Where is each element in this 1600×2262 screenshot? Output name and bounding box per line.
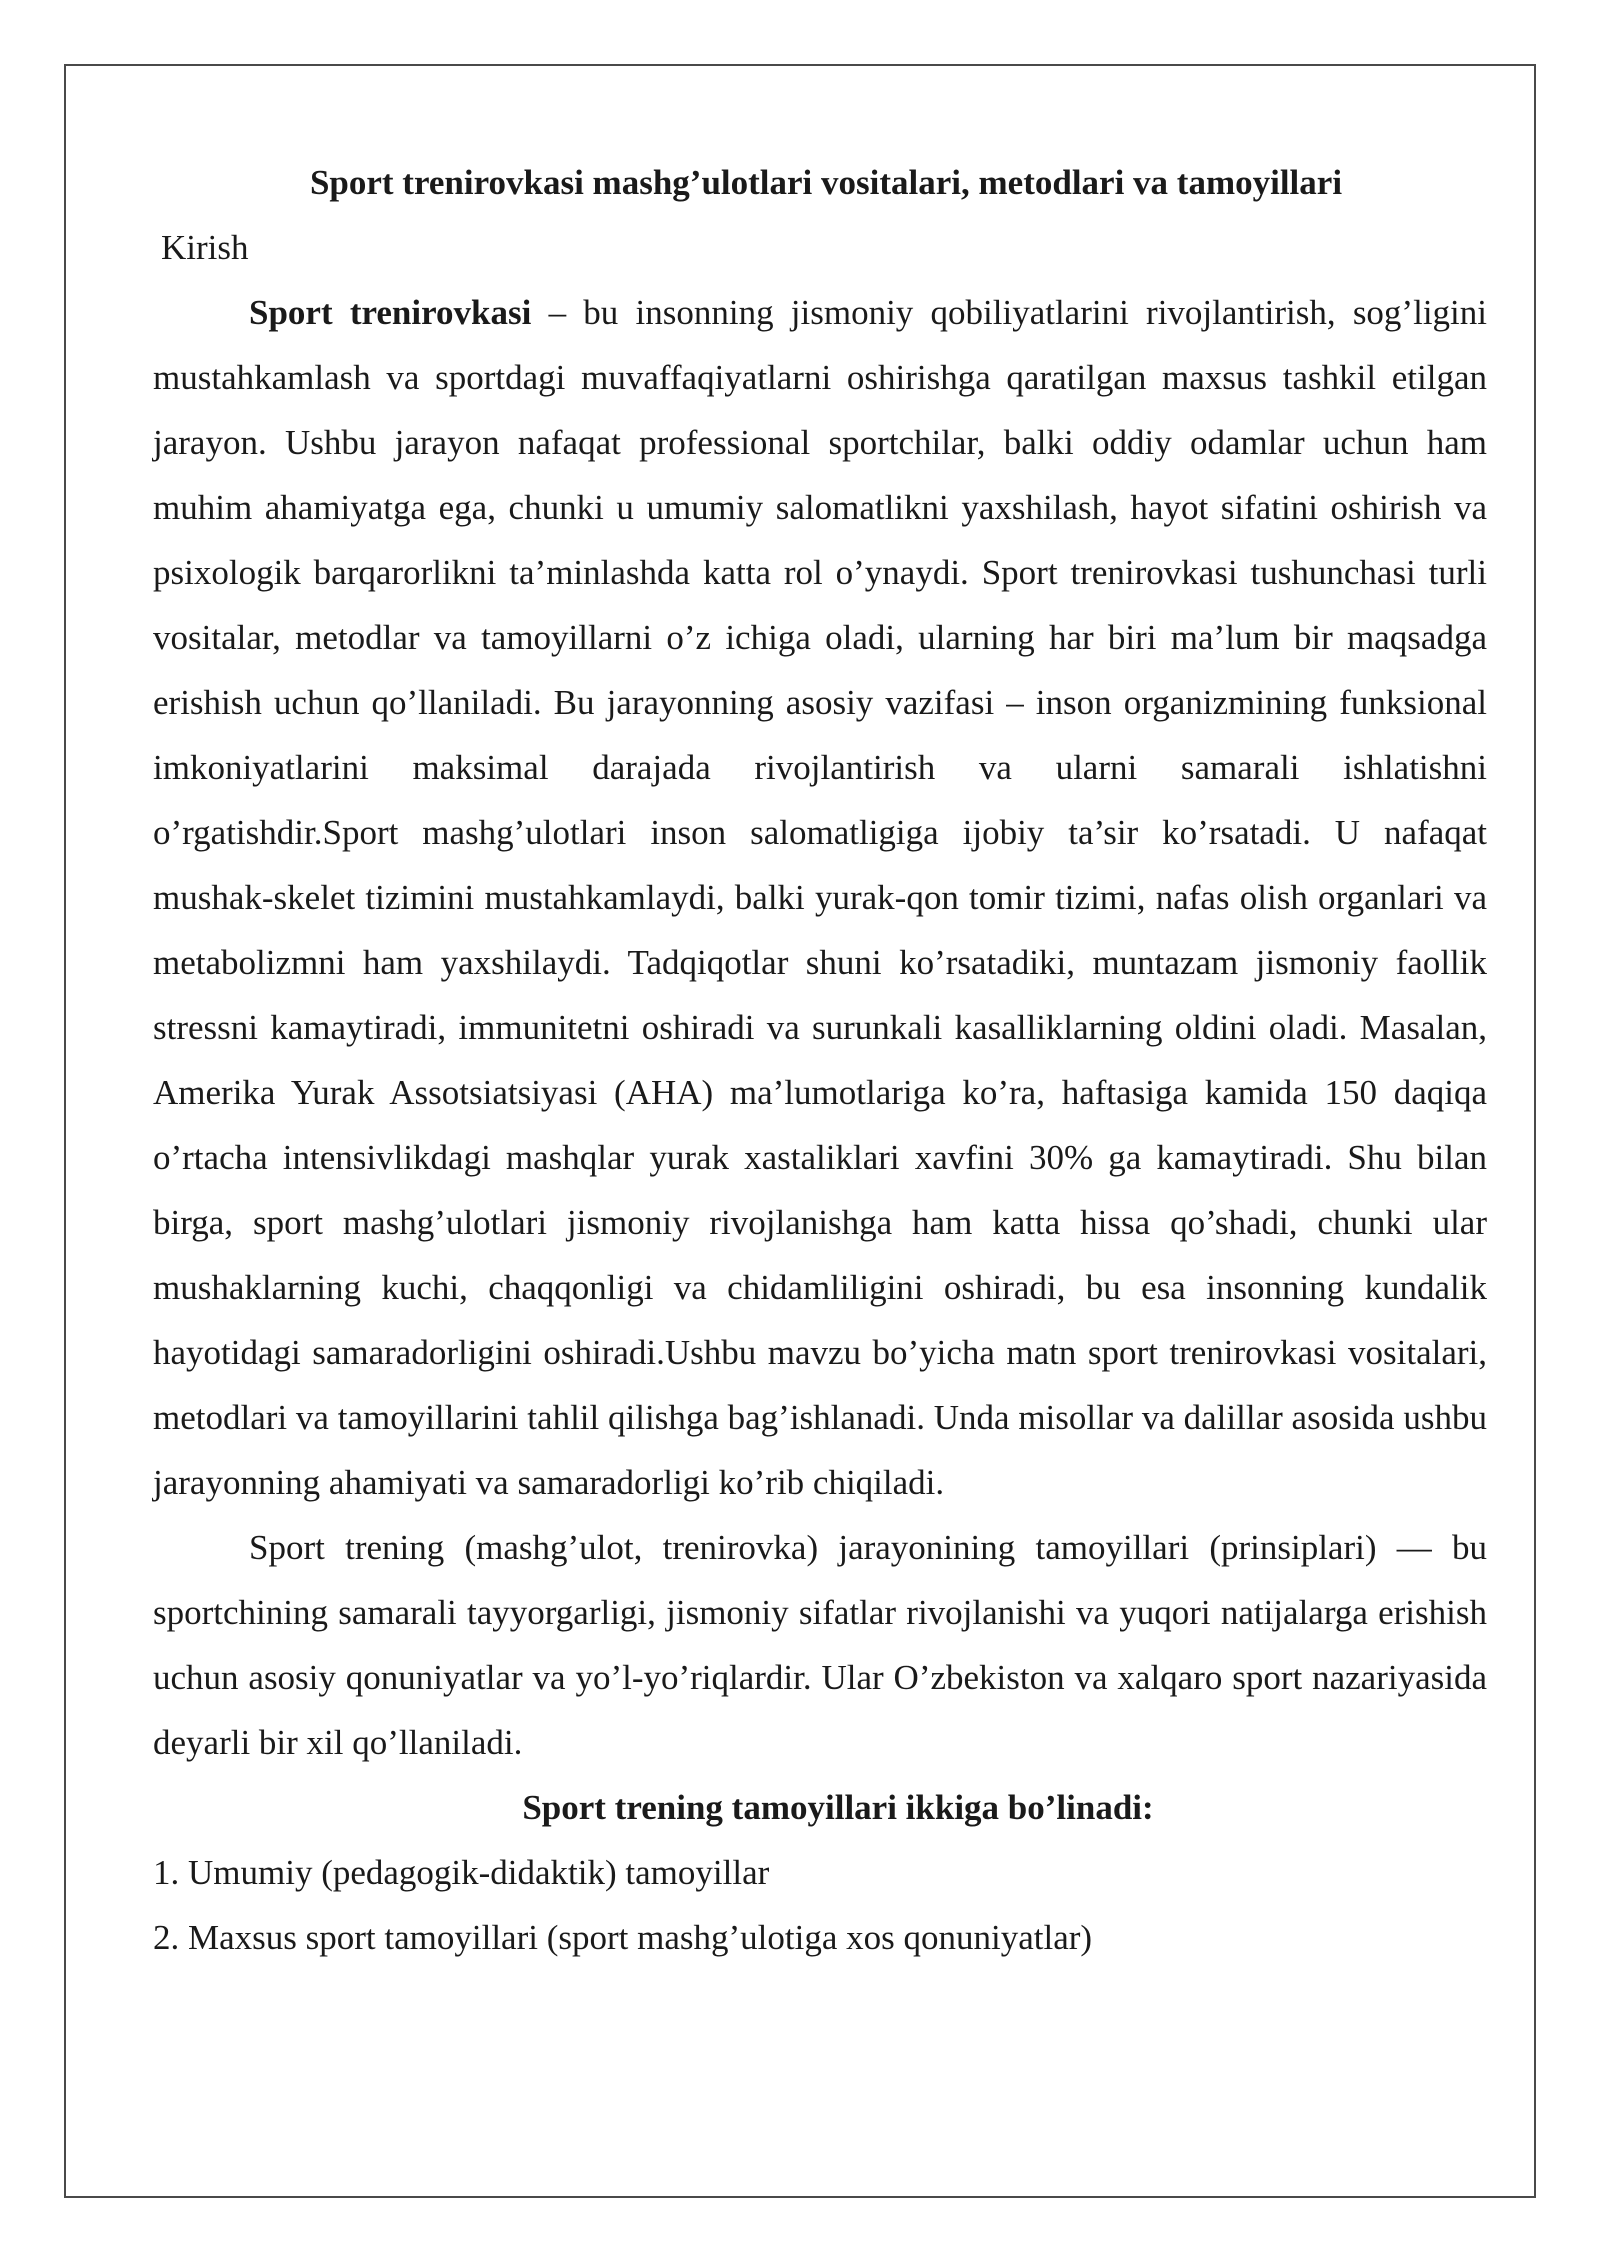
list-item-general: 1. Umumiy (pedagogik-didaktik) tamoyillar	[153, 1853, 770, 1892]
document-title: Sport trenirovkasi mashg’ulotlari vositalari, metodlari va tamoyillari	[309, 163, 1343, 202]
list-item-special: 2. Maxsus sport tamoyillari (sport mashg’ulotiga xos qonuniyatlar)	[153, 1918, 1093, 1957]
section-subtitle: Sport trening tamoyillari ikkiga bo’linadi:	[522, 1788, 1154, 1827]
paragraph-intro-text: – bu insonning jismoniy qobiliyatlarini rivojlantirish, sog’ligini mustahkamlash va sportdagi muvaffaqiyatlarni oshirishga qaratilgan maxsus tashkil etilgan jarayon. Ushbu jarayon nafaqat professional sportchilar, balki oddiy odamlar uchun ham muhim ahamiyatga ega, chunki u umumiy salomatlikni yaxshilash, hayot sifatini oshirish va psixologik barqarorlikni ta’minlashda katta rol o’ynaydi. Sport trenirovkasi tushunchasi turli vositalar, metodlar va tamoyillarni o’z ichiga oladi, ularning har biri ma’lum bir maqsadga erishish uchun qo’llaniladi. Bu jarayonning asosiy vazifasi – inson organizmining funksional imkoniyatlarini maksimal darajada rivojlantirish va ularni samarali ishlatishni o’rgatishdir.Sport mashg’ulotlari inson salomatligiga ijobiy ta’sir ko’rsatadi. U nafaqat mushak-skelet tizimini mustahkamlaydi, balki yurak-qon tomir tizimi, nafas olish organlari va metabolizmni ham yaxshilaydi. Tadqiqotlar shuni ko’rsatadiki, muntazam jismoniy faollik stressni kamaytiradi, immunitetni oshiradi va surunkali kasalliklarning oldini oladi. Masalan, Amerika Yurak Assotsiatsiyasi (AHA) ma’lumotlariga ko’ra, haftasiga kamida 150 daqiqa o’rtacha intensivlikdagi mashqlar yurak xastaliklari xavfini 30% ga kamaytiradi. Shu bilan birga, sport mashg’ulotlari jismoniy rivojlanishga ham katta hissa qo’shadi, chunki ular mushaklarning kuchi, chaqqonligi va chidamliligini oshiradi, bu esa insonning kundalik hayotidagi samaradorligini oshiradi.Ushbu mavzu bo’yicha matn sport trenirovkasi vositalari, metodlari va tamoyillarini tahlil qilishga bag’ishlanadi. Unda misollar va dalillar asosida ushbu jarayonning ahamiyati va samaradorligi ko’rib chiqiladi.	[153, 293, 1487, 1502]
intro-heading: Kirish	[161, 228, 249, 267]
paragraph-principles: Sport trening (mashg’ulot, trenirovka) jarayonining tamoyillari (prinsiplari) — bu sportchining samarali tayyorgarligi, jismoniy sifatlar rivojlanishi va yuqori natijalarga erishish uchun asosiy qonuniyatlar va yo’l-yo’riqlardir. Ular O’zbekiston va xalqaro sport nazariyasida deyarli bir xil qo’llaniladi.	[153, 1528, 1487, 1762]
paragraph-intro	[153, 280, 1487, 1515]
paragraph-lead-term: Sport trenirovkasi	[249, 293, 532, 332]
document-body	[153, 150, 1487, 1970]
